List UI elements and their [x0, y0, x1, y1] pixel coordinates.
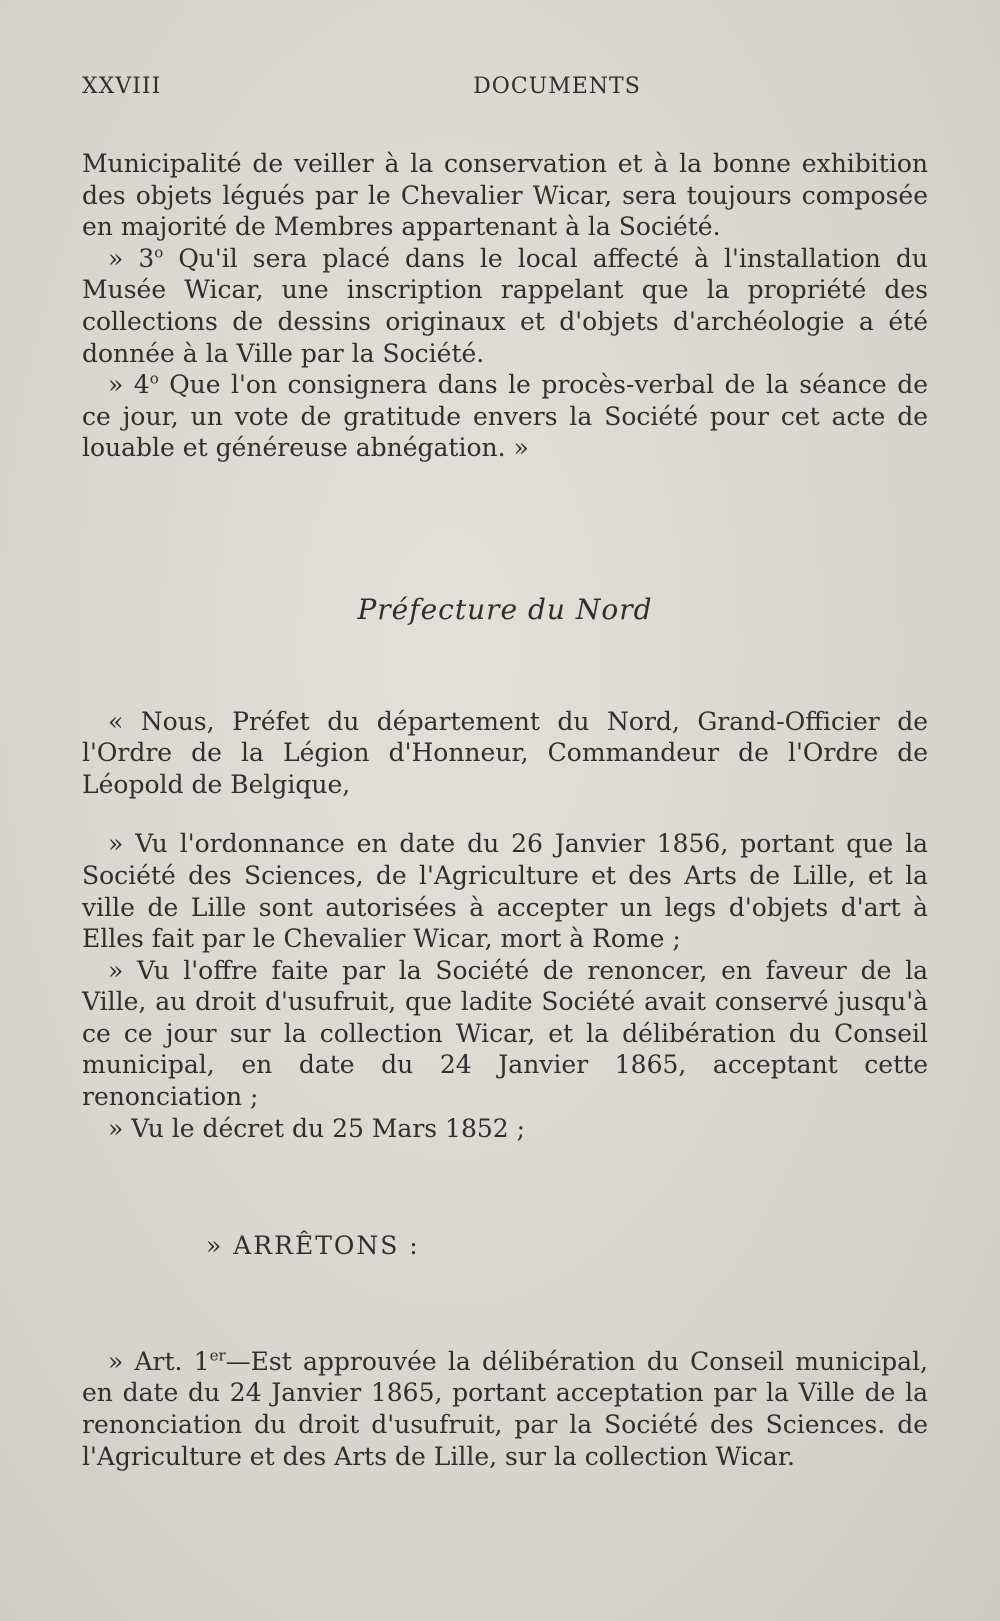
article-number: » 4: [108, 370, 150, 400]
article-number: » Art. 1: [108, 1346, 210, 1376]
section-heading: Préfecture du Nord: [357, 592, 653, 626]
paragraph-article-4: [82, 369, 928, 464]
paragraph-text: Que l'on consignera dans le procès-verbal de la séance de ce jour, un vote de gratitude envers la Société pour cet acte de louable et généreuse abnégation. »: [82, 370, 928, 463]
ordinal-suffix: er: [209, 1346, 226, 1365]
paragraph-vu-offre: » Vu l'offre faite par la Société de renoncer, en faveur de la Ville, au droit d'usufruit, que ladite Société avait conservé jusqu'à ce ce jour sur la collection Wicar, et la délibération du Conseil municipal, en date du 24 Janvier 1865, acceptant cette renonciation ;: [82, 955, 928, 1112]
paragraph-article-3: [82, 243, 928, 369]
paragraph-continuation: Municipalité de veiller à la conservation et à la bonne exhibition des objets légués par le Chevalier Wicar, sera toujours composée en majorité de Membres appartenant à la Société.: [82, 149, 928, 242]
paragraph-text: —Est approuvée la délibération du Conseil municipal, en date du 24 Janvier 1865, portant acceptation par la Ville de la renonciation du droit d'usufruit, par la Société des Sciences. de l'Agriculture et des Arts de Lille, sur la collection Wicar.: [82, 1346, 929, 1471]
page-number: XXVIII: [82, 74, 162, 99]
running-title: DOCUMENTS: [473, 74, 641, 99]
ordinal-suffix: o: [154, 243, 164, 262]
article-number: » 3: [108, 243, 155, 273]
paragraph-vu-decret: » Vu le décret du 25 Mars 1852 ;: [108, 1113, 526, 1143]
page-header: [82, 74, 928, 110]
paragraph-prefet: « Nous, Préfet du département du Nord, Grand-Officier de l'Ordre de la Légion d'Honneur, Commandeur de l'Ordre de Léopold de Belgique,: [82, 706, 928, 799]
ordinal-suffix: o: [149, 369, 159, 388]
paragraph-text: Qu'il sera placé dans le local affecté à l'installation du Musée Wicar, une inscription rappelant que la propriété des collections de dessins originaux et d'objets d'archéologie a été donnée à la Ville par la Société.: [82, 243, 928, 368]
page-body: [82, 148, 928, 1472]
paragraph-article-1: [82, 1346, 928, 1472]
paragraph-vu-ordonnance: » Vu l'ordonnance en date du 26 Janvier 1856, portant que la Société des Sciences, de l'Agriculture et des Arts de Lille, et la ville de Lille sont autorisées à accepter un legs d'objets d'art à Elles fait par le Chevalier Wicar, mort à Rome ;: [82, 829, 928, 954]
arretons-heading: » ARRÊTONS :: [206, 1231, 420, 1261]
